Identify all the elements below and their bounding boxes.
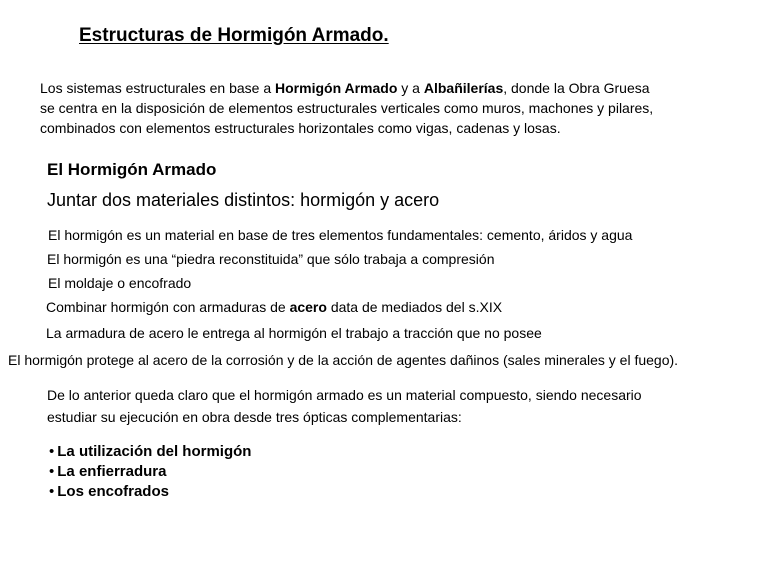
- intro-line-1-mid: y a: [397, 80, 424, 96]
- section-heading: El Hormigón Armado: [47, 160, 217, 179]
- list-item-6: El hormigón protege al acero de la corrosión y de la acción de agentes dañinos (sales minerales y el fuego).: [8, 352, 679, 368]
- intro-line-1-pre: Los sistemas estructurales en base a: [40, 80, 276, 96]
- bullet-item: [49, 462, 251, 482]
- bullet-item: [49, 442, 251, 462]
- list-item-4-pre: Combinar hormigón con armaduras de: [46, 299, 290, 315]
- bullet-text: La enfierradura: [57, 463, 167, 480]
- conclusion-line-1: De lo anterior queda claro que el hormigón armado es un material compuesto, siendo necesario: [47, 387, 642, 403]
- intro-line-1-post: , donde la Obra Gruesa: [503, 80, 650, 96]
- bullet-text: Los encofrados: [57, 483, 169, 500]
- conclusion-line-2: estudiar su ejecución en obra desde tres ópticas complementarias:: [47, 409, 462, 425]
- list-item-4-bold: acero: [289, 299, 327, 315]
- section-subheading: Juntar dos materiales distintos: hormigón y acero: [47, 190, 440, 210]
- intro-line-1: [40, 78, 740, 98]
- intro-line-2: se centra en la disposición de elementos estructurales verticales como muros, machones y pilares,: [40, 100, 654, 116]
- list-item-2: El hormigón es una “piedra reconstituida” que sólo trabaja a compresión: [47, 251, 495, 267]
- list-item-4: [46, 299, 502, 315]
- bullet-icon: •: [49, 443, 55, 460]
- list-item-3: El moldaje o encofrado: [48, 275, 192, 291]
- conclusion-paragraph: [47, 384, 642, 428]
- bullet-icon: •: [49, 483, 55, 500]
- page-title: Estructuras de Hormigón Armado.: [79, 25, 389, 46]
- bullet-item: [49, 482, 251, 502]
- intro-bold-hormigon: Hormigón Armado: [275, 80, 398, 96]
- bullet-icon: •: [49, 463, 55, 480]
- intro-line-3: combinados con elementos estructurales horizontales como vigas, cadenas y losas.: [40, 120, 561, 136]
- bullet-text: La utilización del hormigón: [57, 443, 252, 460]
- list-item-4-post: data de mediados del s.XIX: [326, 299, 503, 315]
- intro-paragraph: [40, 78, 740, 138]
- bullet-list: [49, 442, 251, 502]
- list-item-1: El hormigón es un material en base de tres elementos fundamentales: cemento, áridos y agua: [48, 227, 633, 243]
- list-item-5: La armadura de acero le entrega al hormigón el trabajo a tracción que no posee: [46, 325, 542, 341]
- intro-bold-albanilerias: Albañilerías: [423, 80, 504, 96]
